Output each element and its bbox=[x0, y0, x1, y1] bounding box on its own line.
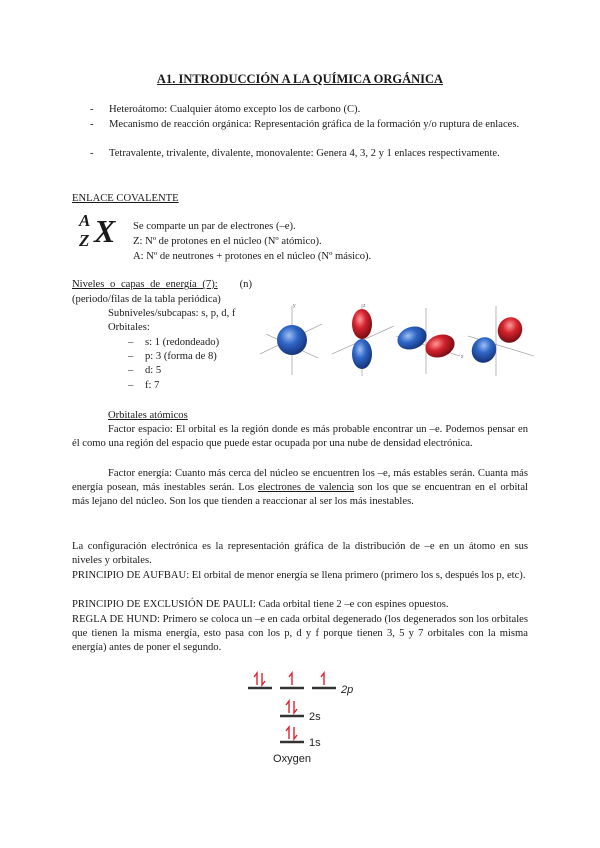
niveles-label: Niveles o capas de energía (7): bbox=[72, 279, 218, 290]
orbital-text: f: 7 bbox=[145, 380, 160, 391]
orbitales-label: Orbitales: bbox=[108, 322, 150, 333]
enlace-heading: ENLACE COVALENTE bbox=[72, 193, 179, 204]
px-lobe-left bbox=[394, 323, 430, 354]
aufbau-paragraph: PRINCIPIO DE AUFBAU: El orbital de menor energía se llena primero (primero los s, después los p, etc). bbox=[72, 570, 526, 581]
electrones-valencia-term: electrones de valencia bbox=[258, 482, 355, 494]
s-lobe bbox=[277, 325, 307, 355]
diagram-caption: Oxygen bbox=[273, 753, 311, 765]
sub-dash: – bbox=[128, 365, 134, 376]
enlace-line-2: Z: Nº de protones en el núcleo (Nº atómico). bbox=[133, 236, 322, 247]
s-orbital-diagram bbox=[260, 303, 322, 375]
level-1s bbox=[280, 727, 321, 749]
atomic-number: Z bbox=[79, 231, 90, 250]
bullet-mecanismo bbox=[90, 118, 528, 132]
bullet-text: Heteroátomo: Cualquier átomo excepto los de carbono (C). bbox=[109, 104, 361, 115]
niveles-suffix: (n) bbox=[239, 279, 252, 290]
label-2s: 2s bbox=[309, 711, 321, 723]
bullet-text: Mecanismo de reacción orgánica: Representación gráfica de la formación y/o ruptura de enlaces. bbox=[109, 119, 520, 130]
level-2p bbox=[248, 673, 353, 696]
label-1s: 1s bbox=[309, 737, 321, 749]
px-orbital-diagram bbox=[394, 308, 464, 374]
element-symbol: X bbox=[94, 213, 116, 249]
level-2s bbox=[280, 701, 321, 723]
px-lobe-right bbox=[422, 331, 458, 362]
enlace-line-3: A: Nº de neutrones + protones en el núcleo (Nº másico). bbox=[133, 251, 372, 262]
oxygen-energy-diagram bbox=[230, 668, 370, 768]
orbital-text: s: 1 (redondeado) bbox=[145, 337, 220, 348]
sub-dash: – bbox=[128, 380, 134, 391]
bullet-valencia bbox=[90, 147, 528, 161]
configuracion-paragraph: La configuración electrónica es la representación gráfica de la distribución de –e en un átomo en sus niveles y orbitales. bbox=[72, 541, 528, 567]
sub-dash: – bbox=[128, 351, 134, 362]
enlace-line-1: Se comparte un par de electrones (–e). bbox=[133, 221, 296, 232]
bullet-heteroatomo bbox=[90, 103, 528, 117]
sub-dash: – bbox=[128, 337, 134, 348]
bullet-dash: - bbox=[90, 119, 94, 130]
electron-arrows bbox=[254, 673, 324, 685]
bullet-dash: - bbox=[90, 148, 94, 159]
nuclide-symbol bbox=[76, 212, 124, 258]
axis-label-y: y bbox=[293, 303, 296, 309]
axis-label-x: x bbox=[461, 354, 464, 360]
bullet-text: Tetravalente, trivalente, divalente, monovalente: Genera 4, 3, 2 y 1 enlaces respectivamente. bbox=[109, 148, 500, 159]
py-orbital-diagram bbox=[467, 306, 534, 376]
py-lobe-top bbox=[493, 313, 527, 348]
niveles-line-2: (periodo/filas de la tabla periódica) bbox=[72, 294, 221, 305]
label-2p: 2p bbox=[341, 684, 354, 696]
orbital-text: d: 5 bbox=[145, 365, 162, 376]
pz-lobe-bottom bbox=[352, 339, 372, 369]
electron-arrows bbox=[286, 701, 297, 713]
pauli-paragraph: PRINCIPIO DE EXCLUSIÓN DE PAULI: Cada orbital tiene 2 –e con espines opuestos. bbox=[72, 599, 449, 610]
factor-energia-text-1: Factor energía: Cuanto más cerca del núcleo se encuentren los –e, más estables serán. Cuanta más energía posean, más inestables serán. Los bbox=[72, 468, 528, 494]
factor-espacio-paragraph: Factor espacio: El orbital es la región donde es más probable encontrar un –e. Podemos pensar en él como una región del espacio que puede estar ocupada por una nube de densidad electrónica. bbox=[72, 424, 528, 450]
bullet-dash: - bbox=[90, 104, 94, 115]
mass-number: A bbox=[79, 211, 91, 230]
page-title: A1. INTRODUCCIÓN A LA QUÍMICA ORGÁNICA bbox=[156, 72, 444, 86]
electron-arrows bbox=[286, 727, 297, 739]
factor-energia-text-2: son los que se encuentran en el orbital más lejano del núcleo. Son los que tienden a reaccionar al ser los más inestables. bbox=[72, 482, 528, 508]
subniveles: Subniveles/subcapas: s, p, d, f bbox=[108, 308, 236, 319]
axis-label-z: z bbox=[363, 303, 366, 309]
factor-energia-paragraph bbox=[72, 467, 528, 510]
pz-lobe-top bbox=[352, 309, 372, 339]
hund-paragraph: REGLA DE HUND: Primero se coloca un –e en cada orbital degenerado (los degenerados son los orbitales que tienen la misma energía, esto pasa con los p, d y f porque tienen 3, 5 y 7 orbitales con la misma energía) antes de poner el segundo. bbox=[72, 614, 528, 654]
niveles-block bbox=[72, 278, 252, 292]
pz-orbital-diagram bbox=[332, 303, 394, 376]
orbital-illustration bbox=[256, 300, 546, 380]
orbitales-atomicos-heading: Orbitales atómicos bbox=[108, 410, 188, 421]
orbital-text: p: 3 (forma de 8) bbox=[145, 351, 217, 362]
